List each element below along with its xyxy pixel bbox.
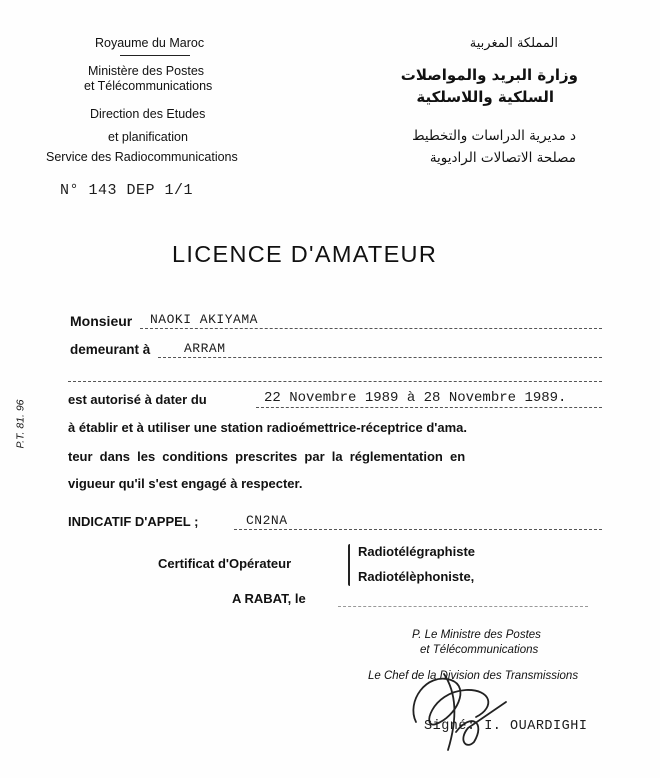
name-fill-line — [140, 328, 602, 329]
holder-address: ARRAM — [184, 341, 226, 356]
header-planification: et planification — [108, 130, 188, 144]
date-fill-line — [256, 407, 602, 408]
certificat-option-telephoniste: Radiotélèphoniste, — [358, 569, 475, 584]
place-date-fill-line — [338, 606, 588, 607]
document-title: LICENCE D'AMATEUR — [172, 241, 438, 267]
address-extra-fill-line — [68, 381, 602, 382]
header-arabic-telecom: السلكية واللاسلكية — [416, 88, 554, 106]
header-arabic-service: مصلحة الاتصالات الراديوية — [429, 150, 576, 166]
header-royaume: Royaume du Maroc — [95, 36, 205, 50]
body-line-etablir: à établir et à utiliser une station radioémettrice-réceptrice d'ama. — [68, 420, 468, 435]
certificat-brace — [348, 544, 350, 586]
minister-line-2: et Télécommunications — [420, 644, 539, 656]
handwritten-signature — [396, 662, 536, 754]
reference-number: N° 143 DEP 1/1 — [60, 182, 194, 199]
validity-dates: 22 Novembre 1989 à 28 Novembre 1989. — [264, 390, 567, 406]
certificat-label: Certificat d'Opérateur — [158, 556, 292, 571]
header-direction: Direction des Etudes — [90, 107, 206, 121]
place-date-label: A RABAT, le — [232, 591, 306, 606]
certificat-option-telegraphiste: Radiotélégraphiste — [358, 544, 476, 559]
header-arabic-direction: د مديرية الدراسات والتخطيط — [412, 128, 576, 144]
signed-by: Signé: I. OUARDIGHI — [424, 719, 588, 734]
address-fill-line — [158, 357, 602, 358]
side-form-code: P.T. 81. 96 — [14, 399, 27, 449]
monsieur-label: Monsieur — [70, 313, 133, 329]
callsign-fill-line — [234, 529, 602, 530]
header-arabic-ministere: وزارة البريد والمواصلات — [400, 66, 578, 84]
body-line-teur: teur dans les conditions prescrites par la réglementation en — [68, 449, 466, 464]
autorise-label: est autorisé à dater du — [68, 392, 207, 407]
holder-name: NAOKI AKIYAMA — [150, 312, 258, 327]
demeurant-label: demeurant à — [70, 342, 151, 357]
header-ministere: Ministère des Postes — [88, 64, 205, 78]
minister-line-1: P. Le Ministre des Postes — [412, 629, 541, 641]
callsign-label: INDICATIF D'APPEL ; — [68, 514, 199, 529]
header-service: Service des Radiocommunications — [46, 150, 238, 164]
header-divider — [120, 55, 190, 56]
chef-division-line: Le Chef de la Division des Transmissions — [368, 670, 579, 682]
header-telecom: et Télécommunications — [84, 79, 213, 93]
header-arabic-royaume: المملكة المغربية — [469, 36, 558, 51]
body-line-vigueur: vigueur qu'il s'est engagé à respecter. — [68, 476, 303, 491]
callsign-value: CN2NA — [246, 513, 288, 528]
